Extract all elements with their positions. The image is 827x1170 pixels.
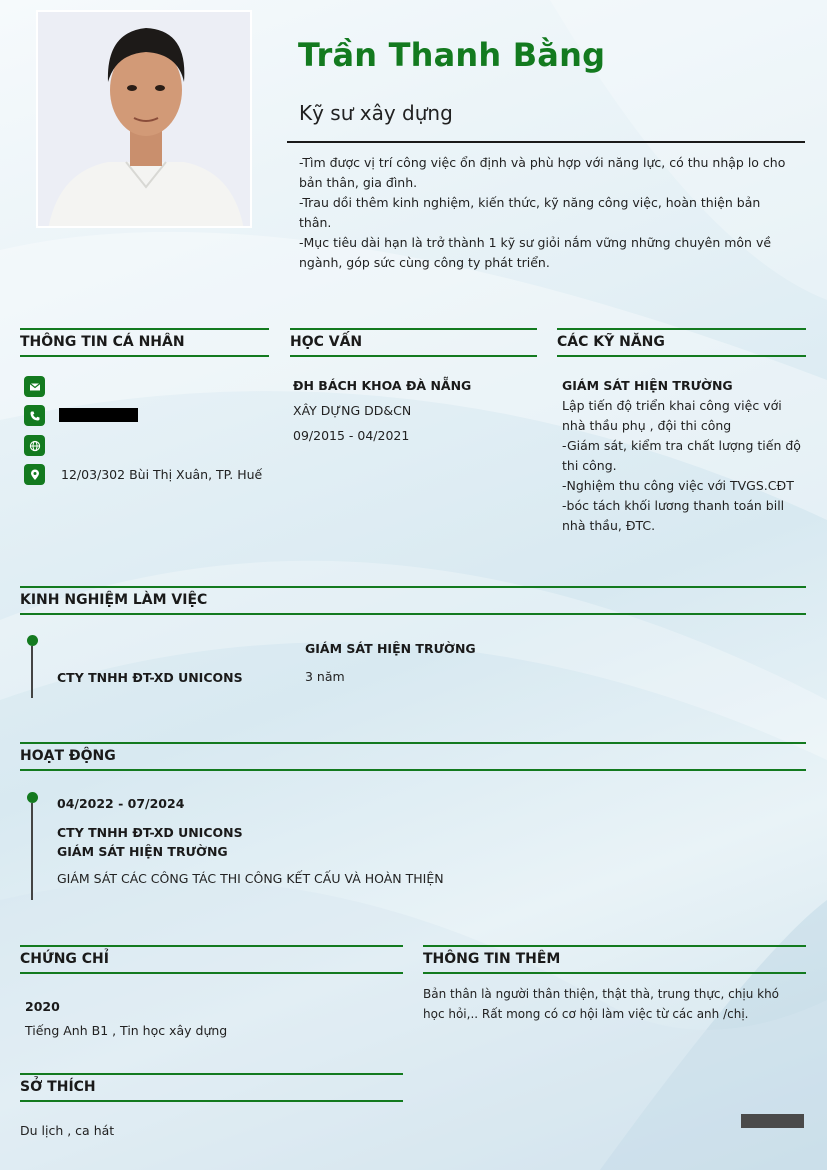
timeline-dot (27, 635, 38, 646)
candidate-name: Trần Thanh Bằng (298, 36, 606, 74)
section-title-certificates: CHỨNG CHỈ (20, 945, 403, 974)
education-period: 09/2015 - 04/2021 (293, 428, 410, 443)
certificate-text: Tiếng Anh B1 , Tin học xây dựng (25, 1023, 228, 1038)
activity-position: GIÁM SÁT HIỆN TRƯỜNG (57, 844, 228, 859)
globe-icon (24, 435, 45, 456)
header-divider (287, 141, 805, 143)
contact-phone (24, 405, 61, 426)
skill-line: nhà thầu phụ , đội thi công (562, 418, 732, 433)
location-pin-icon (24, 464, 45, 485)
hobbies-text: Du lịch , ca hát (20, 1123, 115, 1138)
activity-period: 04/2022 - 07/2024 (57, 796, 185, 811)
skill-line: -Nghiệm thu công việc với TVGS.CĐT (562, 478, 794, 493)
timeline-dot (27, 792, 38, 803)
contact-website (24, 435, 61, 456)
section-title-personal: THÔNG TIN CÁ NHÂN (20, 328, 269, 357)
education-major: XÂY DỰNG DD&CN (293, 403, 412, 418)
timeline-line (31, 803, 33, 900)
experience-duration: 3 năm (305, 669, 345, 684)
skill-line: thi công. (562, 458, 617, 473)
job-title: Kỹ sư xây dựng (299, 101, 453, 125)
redacted-footer-mark (741, 1114, 804, 1128)
envelope-icon (24, 376, 45, 397)
objective-line: -Mục tiêu dài hạn là trở thành 1 kỹ sư giỏi nắm vững những chuyên môn về ngành, góp sức cùng công ty phát triển. (299, 235, 772, 270)
experience-company: CTY TNHH ĐT-XD UNICONS (57, 670, 243, 685)
objective-line: -Trau dồi thêm kinh nghiệm, kiến thức, kỹ năng công việc, hoàn thiện bản thân. (299, 195, 761, 230)
certificate-year: 2020 (25, 999, 60, 1014)
phone-icon (24, 405, 45, 426)
extra-info-text: Bản thân là người thân thiện, thật thà, trung thực, chịu khó học hỏi,.. Rất mong có cơ hội làm việc từ các anh /chị. (423, 987, 780, 1021)
section-title-activities: HOẠT ĐỘNG (20, 742, 806, 771)
skill-line: nhà thầu, ĐTC. (562, 518, 656, 533)
timeline-line (31, 646, 33, 698)
career-objective (299, 153, 791, 273)
section-title-experience: KINH NGHIỆM LÀM VIỆC (20, 586, 806, 615)
address-value: 12/03/302 Bùi Thị Xuân, TP. Huế (61, 467, 263, 482)
section-title-extra: THÔNG TIN THÊM (423, 945, 806, 974)
objective-line: -Tìm được vị trí công việc ổn định và phù hợp với năng lực, có thu nhập lo cho bản thân, gia đình. (299, 155, 786, 190)
skill-description (562, 396, 802, 536)
contact-email (24, 376, 61, 397)
section-title-education: HỌC VẤN (290, 328, 537, 357)
skill-line: -Giám sát, kiểm tra chất lượng tiến độ (562, 438, 801, 453)
redacted-phone (59, 408, 138, 422)
contact-address (24, 464, 262, 485)
profile-photo (36, 10, 252, 228)
activity-org: CTY TNHH ĐT-XD UNICONS (57, 825, 243, 840)
activity-description: GIÁM SÁT CÁC CÔNG TÁC THI CÔNG KẾT CẤU VÀ HOÀN THIỆN (57, 871, 444, 886)
school-name: ĐH BÁCH KHOA ĐÀ NẴNG (293, 378, 472, 393)
skill-line: Lập tiến độ triển khai công việc với (562, 398, 782, 413)
section-title-hobbies: SỞ THÍCH (20, 1073, 403, 1102)
experience-position: GIÁM SÁT HIỆN TRƯỜNG (305, 641, 476, 656)
section-title-skills: CÁC KỸ NĂNG (557, 328, 806, 357)
skill-heading: GIÁM SÁT HIỆN TRƯỜNG (562, 378, 733, 393)
skill-line: -bóc tách khối lương thanh toán bill (562, 498, 785, 513)
